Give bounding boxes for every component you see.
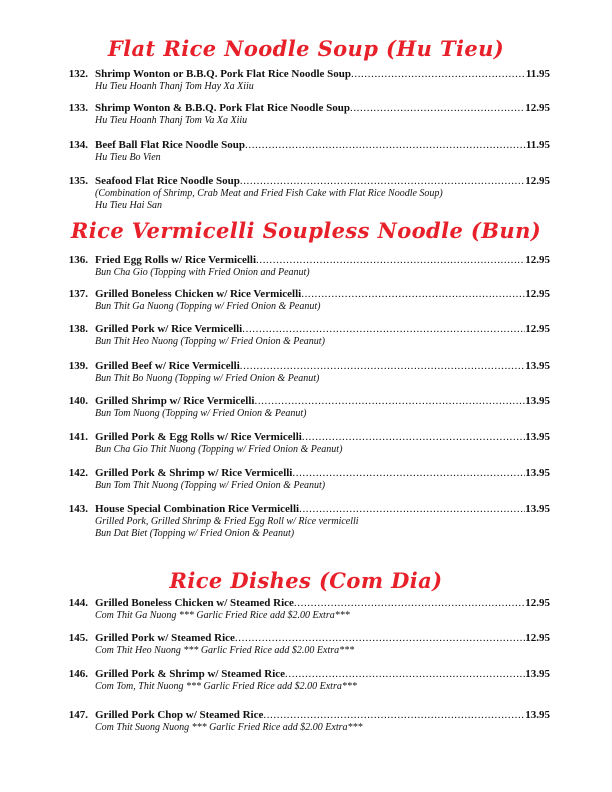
item-name: Shrimp Wonton & B.B.Q. Pork Flat Rice Noodle Soup <box>95 102 350 114</box>
item-name: House Special Combination Rice Vermicelli <box>95 503 300 515</box>
dot-leader <box>294 597 525 610</box>
menu-item-146 <box>60 668 550 693</box>
item-number: 142. <box>68 467 88 479</box>
item-name: Grilled Beef w/ Rice Vermicelli <box>95 360 240 372</box>
item-number: 134. <box>68 139 88 151</box>
menu-item-143 <box>60 503 550 540</box>
menu-item-141 <box>60 431 550 456</box>
item-description: Bun Thit Ga Nuong (Topping w/ Fried Onion & Peanut) <box>95 301 321 312</box>
item-number: 141. <box>68 431 88 443</box>
item-description: Com Thit Suong Nuong *** Garlic Fried Rice add $2.00 Extra*** <box>95 722 363 733</box>
menu-item-145 <box>60 632 550 657</box>
item-description: Com Thit Heo Nuong *** Garlic Fried Rice add $2.00 Extra*** <box>95 645 355 656</box>
item-number: 138. <box>68 323 88 335</box>
item-price: 11.95 <box>525 68 550 80</box>
dot-leader <box>254 395 525 408</box>
item-description: Hu Tieu Hoanh Thanj Tom Hay Xa Xiiu <box>95 81 254 92</box>
item-description: Hu Tieu Bo Vien <box>95 152 161 163</box>
dot-leader <box>302 431 525 444</box>
menu-item-142 <box>60 467 550 492</box>
item-price: 12.95 <box>525 175 550 187</box>
section-title-bun: Rice Vermicelli Soupless Noodle (Bun) <box>70 218 542 243</box>
dot-leader <box>263 709 525 722</box>
item-price: 12.95 <box>525 102 550 114</box>
item-description: Bun Cha Gio Thit Nuong (Topping w/ Fried Onion & Peanut) <box>95 444 343 455</box>
item-price: 12.95 <box>525 632 550 644</box>
dot-leader <box>242 323 525 336</box>
item-price: 12.95 <box>525 597 550 609</box>
item-description: Grilled Pork, Grilled Shrimp & Fried Egg Roll w/ Rice vermicelli <box>95 516 359 527</box>
item-name: Fried Egg Rolls w/ Rice Vermicelli <box>95 254 256 266</box>
item-number: 137. <box>68 288 88 300</box>
item-price: 13.95 <box>525 431 550 443</box>
dot-leader <box>245 139 526 152</box>
item-number: 143. <box>68 503 88 515</box>
dot-leader <box>292 467 525 480</box>
item-description: Bun Thit Bo Nuong (Topping w/ Fried Onion & Peanut) <box>95 373 320 384</box>
dot-leader <box>301 288 525 301</box>
item-price: 13.95 <box>525 709 550 721</box>
item-price: 13.95 <box>525 395 550 407</box>
item-name: Grilled Shrimp w/ Rice Vermicelli <box>95 395 255 407</box>
item-number: 146. <box>68 668 88 680</box>
item-description: Com Thit Ga Nuong *** Garlic Fried Rice add $2.00 Extra*** <box>95 610 350 621</box>
item-number: 144. <box>68 597 88 609</box>
menu-item-144 <box>60 597 550 622</box>
item-description: Bun Thit Heo Nuong (Topping w/ Fried Onion & Peanut) <box>95 336 325 347</box>
item-number: 147. <box>68 709 88 721</box>
item-description: Bun Cha Gio (Topping with Fried Onion and Peanut) <box>95 267 310 278</box>
item-number: 135. <box>68 175 88 187</box>
item-description: Bun Tom Thit Nuong (Topping w/ Fried Onion & Peanut) <box>95 480 326 491</box>
item-name: Grilled Pork & Shrimp w/ Steamed Rice <box>95 668 286 680</box>
item-price: 13.95 <box>525 668 550 680</box>
item-name: Seafood Flat Rice Noodle Soup <box>95 175 240 187</box>
item-name: Grilled Boneless Chicken w/ Rice Vermicelli <box>95 288 302 300</box>
item-number: 139. <box>68 360 88 372</box>
item-vietnamese-name: Bun Dat Biet (Topping w/ Fried Onion & Peanut) <box>95 528 295 539</box>
item-name: Grilled Pork Chop w/ Steamed Rice <box>95 709 264 721</box>
item-name: Grilled Pork & Egg Rolls w/ Rice Vermicelli <box>95 431 302 443</box>
item-description: Hu Tieu Hoanh Thanj Tom Va Xa Xiiu <box>95 115 248 126</box>
item-price: 13.95 <box>525 360 550 372</box>
item-number: 133. <box>68 102 88 114</box>
item-name: Grilled Pork w/ Steamed Rice <box>95 632 235 644</box>
item-number: 132. <box>68 68 88 80</box>
menu-item-137 <box>60 288 550 313</box>
dot-leader <box>351 68 526 81</box>
dot-leader <box>240 175 525 188</box>
item-name: Beef Ball Flat Rice Noodle Soup <box>95 139 246 151</box>
menu-item-135 <box>60 175 550 212</box>
item-price: 13.95 <box>525 503 550 515</box>
menu-item-139 <box>60 360 550 385</box>
menu-item-136 <box>60 254 550 279</box>
menu-item-147 <box>60 709 550 734</box>
item-number: 145. <box>68 632 88 644</box>
item-price: 11.95 <box>525 139 550 151</box>
menu-item-134 <box>60 139 550 164</box>
section-title-hu-tieu: Flat Rice Noodle Soup (Hu Tieu) <box>107 36 505 61</box>
section-title-com-dia: Rice Dishes (Com Dia) <box>169 568 443 593</box>
item-price: 12.95 <box>525 323 550 335</box>
dot-leader <box>240 360 525 373</box>
item-price: 12.95 <box>525 254 550 266</box>
dot-leader <box>285 668 525 681</box>
menu-item-133 <box>60 102 550 127</box>
dot-leader <box>256 254 525 267</box>
dot-leader <box>235 632 525 645</box>
item-number: 140. <box>68 395 88 407</box>
item-name: Grilled Pork & Shrimp w/ Rice Vermicelli <box>95 467 293 479</box>
dot-leader <box>350 102 525 115</box>
item-description: Bun Tom Nuong (Topping w/ Fried Onion & Peanut) <box>95 408 307 419</box>
item-name: Grilled Boneless Chicken w/ Steamed Rice <box>95 597 294 609</box>
item-description: (Combination of Shrimp, Crab Meat and Fried Fish Cake with Flat Rice Noodle Soup) <box>95 188 443 199</box>
dot-leader <box>299 503 525 516</box>
item-price: 12.95 <box>525 288 550 300</box>
menu-item-140 <box>60 395 550 420</box>
item-vietnamese-name: Hu Tieu Hai San <box>95 200 162 211</box>
menu-item-138 <box>60 323 550 348</box>
item-number: 136. <box>68 254 88 266</box>
item-name: Shrimp Wonton or B.B.Q. Pork Flat Rice Noodle Soup <box>95 68 351 80</box>
item-description: Com Tom, Thit Nuong *** Garlic Fried Rice add $2.00 Extra*** <box>95 681 357 692</box>
item-price: 13.95 <box>525 467 550 479</box>
menu-item-132 <box>60 68 550 93</box>
item-name: Grilled Pork w/ Rice Vermicelli <box>95 323 243 335</box>
